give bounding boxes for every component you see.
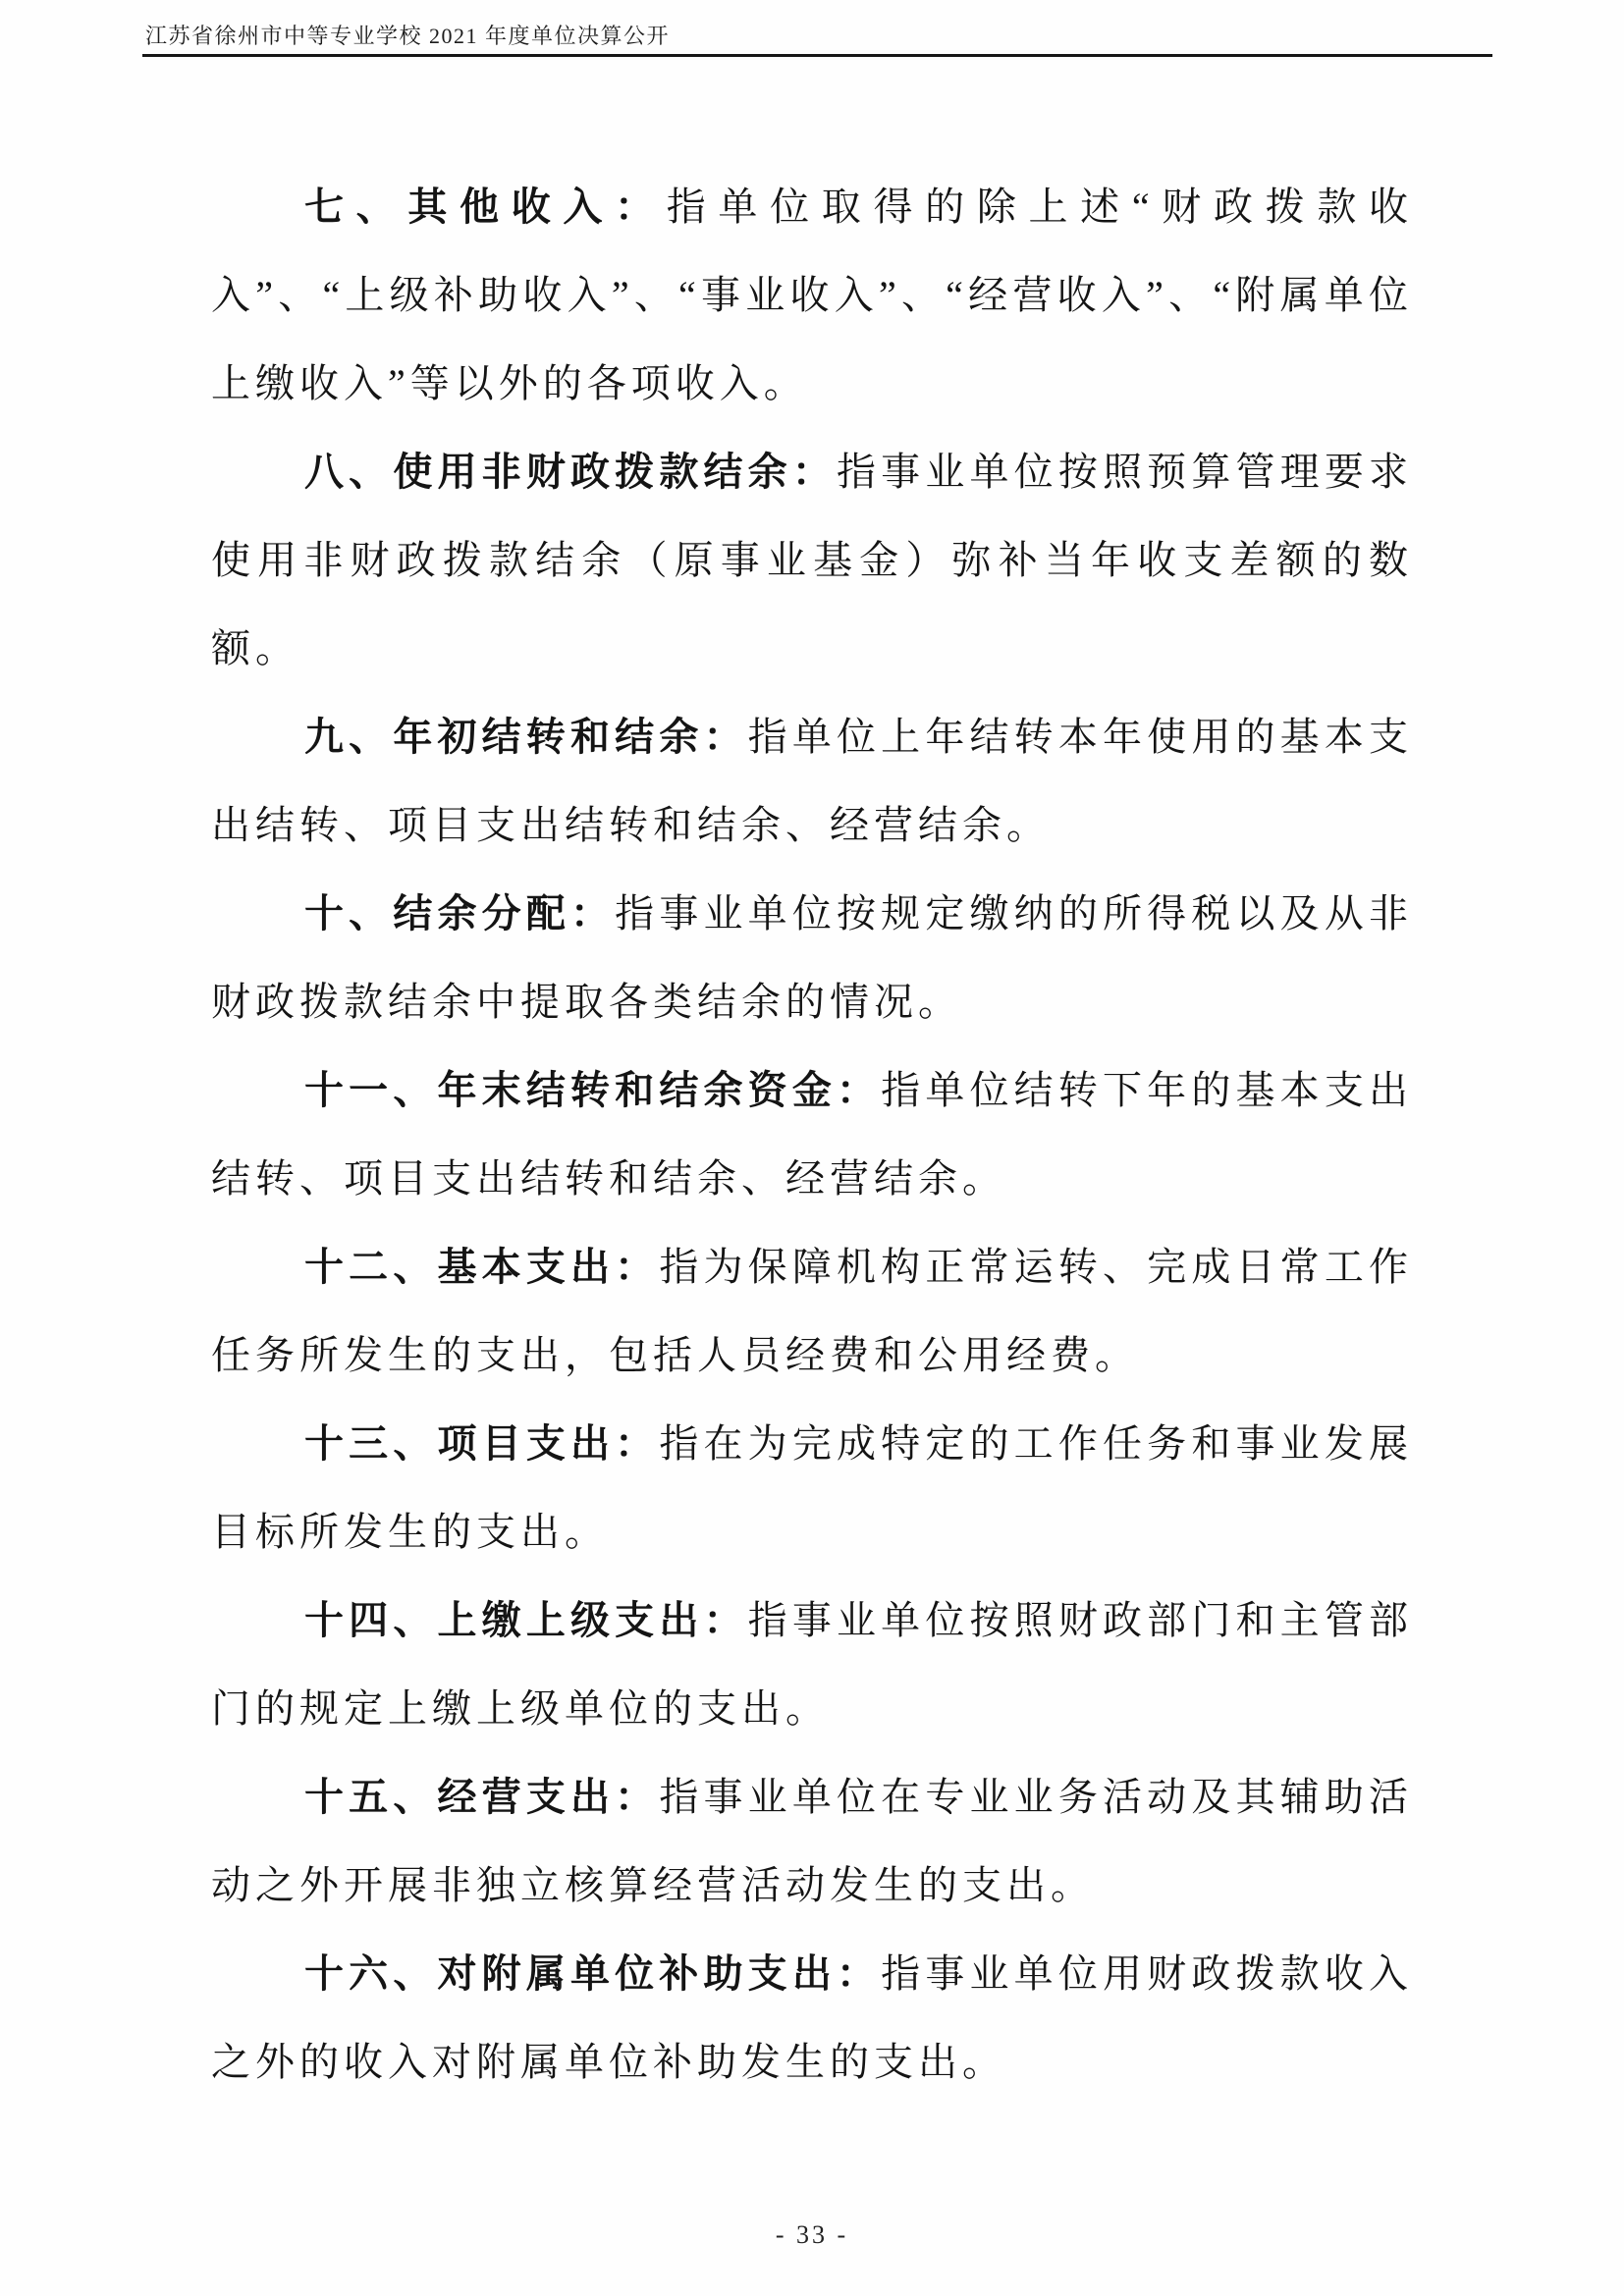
term-label: 七、其他收入： bbox=[304, 185, 667, 229]
definition-paragraph bbox=[211, 163, 1413, 428]
term-label: 十二、基本支出： bbox=[304, 1245, 660, 1289]
term-label: 十四、上缴上级支出： bbox=[304, 1598, 748, 1642]
definition-paragraph bbox=[211, 1753, 1413, 1930]
definition-text: 指事业单位用财政拨款收入之外的收入对附属单位补助发生的支出。 bbox=[211, 1951, 1414, 2084]
term-label: 八、使用非财政拨款结余： bbox=[304, 450, 837, 494]
definition-paragraph bbox=[211, 1046, 1413, 1223]
definition-paragraph bbox=[211, 693, 1413, 870]
definition-paragraph bbox=[211, 870, 1413, 1046]
definition-paragraph bbox=[211, 1400, 1413, 1576]
term-label: 十、结余分配： bbox=[304, 891, 616, 935]
term-label: 九、年初结转和结余： bbox=[304, 715, 748, 759]
definition-text: 指事业单位在专业业务活动及其辅助活动之外开展非独立核算经营活动发生的支出。 bbox=[211, 1775, 1414, 1907]
definition-paragraph bbox=[211, 428, 1413, 693]
definition-text: 指在为完成特定的工作任务和事业发展目标所发生的支出。 bbox=[211, 1421, 1414, 1554]
definition-paragraph bbox=[211, 1930, 1413, 2107]
definition-paragraph bbox=[211, 1223, 1413, 1400]
definition-text: 指单位结转下年的基本支出结转、项目支出结转和结余、经营结余。 bbox=[211, 1068, 1414, 1201]
term-label: 十六、对附属单位补助支出： bbox=[304, 1951, 882, 1996]
definition-paragraph bbox=[211, 1576, 1413, 1753]
term-label: 十一、年末结转和结余资金： bbox=[304, 1068, 882, 1112]
document-body bbox=[211, 163, 1413, 2107]
definition-text: 指单位取得的除上述“财政拨款收入”、“上级补助收入”、“事业收入”、“经营收入”、“附属单位上缴收入”等以外的各项收入。 bbox=[211, 185, 1413, 405]
document-header-title: 江苏省徐州市中等专业学校 2021 年度单位决算公开 bbox=[145, 24, 671, 48]
definition-text: 指单位上年结转本年使用的基本支出结转、项目支出结转和结余、经营结余。 bbox=[211, 715, 1414, 847]
page-number: - 33 - bbox=[775, 2220, 849, 2249]
definition-text: 指事业单位按照财政部门和主管部门的规定上缴上级单位的支出。 bbox=[211, 1598, 1414, 1731]
header-divider bbox=[142, 54, 1492, 57]
definition-text: 指为保障机构正常运转、完成日常工作任务所发生的支出，包括人员经费和公用经费。 bbox=[211, 1245, 1414, 1377]
term-label: 十五、经营支出： bbox=[304, 1775, 660, 1819]
term-label: 十三、项目支出： bbox=[304, 1421, 660, 1466]
definition-text: 指事业单位按照预算管理要求使用非财政拨款结余（原事业基金）弥补当年收支差额的数额。 bbox=[211, 450, 1413, 670]
definition-text: 指事业单位按规定缴纳的所得税以及从非财政拨款结余中提取各类结余的情况。 bbox=[211, 891, 1414, 1024]
